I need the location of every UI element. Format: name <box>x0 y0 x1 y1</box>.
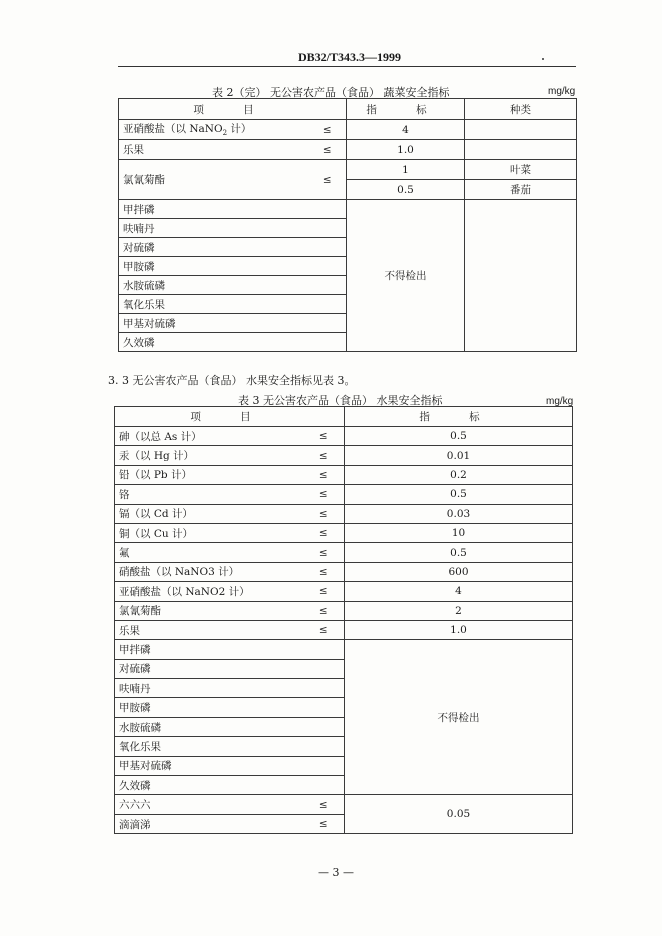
table-row-name: 对硫磷 <box>115 659 345 678</box>
table-row-name: 氯氰菊酯 <box>119 160 309 200</box>
table-row-op: ≤ <box>303 543 345 562</box>
table3-caption: 表 3 无公害农产品（食品） 水果安全指标 <box>238 394 443 407</box>
table-row-value: 0.5 <box>347 180 465 200</box>
table-row-value: 4 <box>345 582 573 601</box>
table-row-op: ≤ <box>303 601 345 620</box>
section-paragraph: 3. 3 无公害农产品（食品） 水果安全指标见表 3。 <box>108 374 356 387</box>
table-row-op: ≤ <box>309 140 347 160</box>
table-row-value: 4 <box>347 120 465 140</box>
table-row-op: ≤ <box>303 485 345 504</box>
table2 <box>118 98 577 352</box>
table-row-name: 亚硝酸盐（以 NaNO2 计） <box>115 582 303 601</box>
table2-head-item: 项 目 <box>119 99 347 120</box>
table2-caption: 表 2（完） 无公害农产品（食品） 蔬菜安全指标 <box>212 86 450 99</box>
table-row-name: 氧化乐果 <box>119 295 347 314</box>
table3-nd-value: 不得检出 <box>345 640 573 795</box>
table-row-name: 对硫磷 <box>119 238 347 257</box>
table-row-name: 乐果 <box>119 140 309 160</box>
table-row-value: 10 <box>345 523 573 542</box>
table-row-name: 水胺硫磷 <box>115 717 345 736</box>
table-row-op: ≤ <box>303 523 345 542</box>
table3-tail-value: 0.05 <box>345 795 573 834</box>
table2-unit: mg/kg <box>548 86 576 97</box>
table-row-value: 0.5 <box>345 427 573 446</box>
table-row-name: 镉（以 Cd 计） <box>115 504 303 523</box>
table-row-name: 氟 <box>115 543 303 562</box>
table-row-name: 甲拌磷 <box>115 640 345 659</box>
table-row-op: ≤ <box>303 582 345 601</box>
table-row-value: 0.01 <box>345 446 573 465</box>
table-row-value: 0.5 <box>345 543 573 562</box>
table-row-value: 2 <box>345 601 573 620</box>
table-row-value: 0.2 <box>345 465 573 484</box>
table-row-op: ≤ <box>303 814 345 833</box>
table2-head-index: 指 标 <box>347 99 465 120</box>
table-row-op: ≤ <box>303 427 345 446</box>
table-row-name: 甲基对硫磷 <box>119 314 347 333</box>
table3-head-item: 项 目 <box>115 407 345 427</box>
table-row-name: 铜（以 Cu 计） <box>115 523 303 542</box>
table-row-value: 0.03 <box>345 504 573 523</box>
table-row-name: 氯氰菊酯 <box>115 601 303 620</box>
document-code: DB32/T343.3—1999 <box>298 50 402 64</box>
table-row-op: ≤ <box>303 620 345 639</box>
table-row-op: ≤ <box>309 160 347 200</box>
table-row-name: 水胺硫磷 <box>119 276 347 295</box>
table-row-name: 铬 <box>115 485 303 504</box>
table-row-name: 氧化乐果 <box>115 737 345 756</box>
table2-nd-value: 不得检出 <box>347 200 465 352</box>
table-row-op: ≤ <box>303 562 345 581</box>
table-row-name: 六六六 <box>115 795 303 814</box>
table-row-name: 久效磷 <box>115 776 345 795</box>
table-row-name: 乐果 <box>115 620 303 639</box>
table-row-op: ≤ <box>303 446 345 465</box>
table-row-op: ≤ <box>303 504 345 523</box>
table-row-name: 亚硝酸盐（以 NaNO$_2$ 计） <box>119 120 309 140</box>
table3-unit: mg/kg <box>546 396 574 407</box>
scan-dot <box>542 58 544 60</box>
table-row-name: 甲胺磷 <box>119 257 347 276</box>
table-row-name: 呋喃丹 <box>119 219 347 238</box>
table3 <box>114 406 573 834</box>
table3-head-index: 指 标 <box>345 407 573 427</box>
table-row-name: 甲基对硫磷 <box>115 756 345 775</box>
table-row-name: 滴滴涕 <box>115 814 303 833</box>
table-row-value: 1 <box>347 160 465 180</box>
table-row-op: ≤ <box>309 120 347 140</box>
table-row-op: ≤ <box>303 795 345 814</box>
table-row-name: 铅（以 Pb 计） <box>115 465 303 484</box>
table-row-kind: 番茄 <box>465 180 577 200</box>
table-row-name: 呋喃丹 <box>115 679 345 698</box>
table-row-name: 久效磷 <box>119 333 347 352</box>
table-row-value: 1.0 <box>345 620 573 639</box>
table-row-op: ≤ <box>303 465 345 484</box>
table-row-name: 甲拌磷 <box>119 200 347 219</box>
table-row-name: 甲胺磷 <box>115 698 345 717</box>
page-number: — 3 — <box>318 866 354 879</box>
table-row-name: 砷（以总 As 计） <box>115 427 303 446</box>
table2-head-kind: 种类 <box>465 99 577 120</box>
header-rule <box>118 66 576 67</box>
table-row-name: 硝酸盐（以 NaNO3 计） <box>115 562 303 581</box>
table-row-kind: 叶菜 <box>465 160 577 180</box>
table-row-name: 汞（以 Hg 计） <box>115 446 303 465</box>
table-row-value: 600 <box>345 562 573 581</box>
table-row-value: 1.0 <box>347 140 465 160</box>
table-row-value: 0.5 <box>345 485 573 504</box>
